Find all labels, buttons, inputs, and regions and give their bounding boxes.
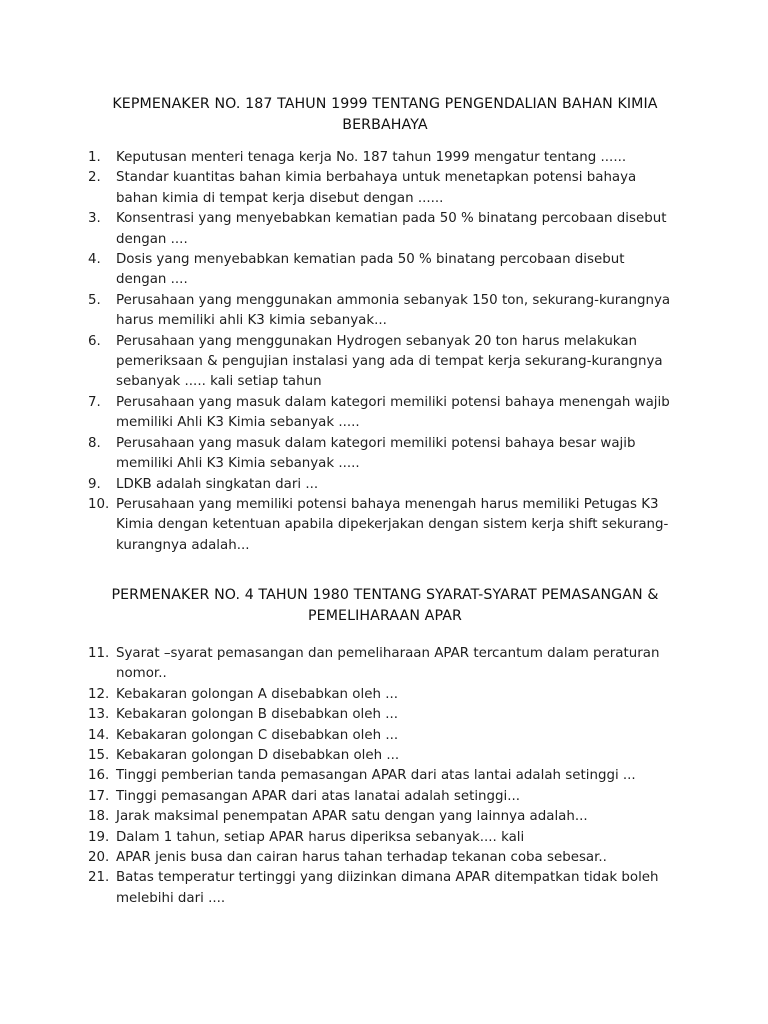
question-item xyxy=(0,495,768,556)
question-item xyxy=(0,291,768,332)
question-number: 4. xyxy=(88,252,101,268)
question-text: Perusahaan yang menggunakan Hydrogen sebanyak 20 ton harus melakukan pemeriksaan & pengujian instalasi yang ada di tempat kerja sekurang-kurangnya sebanyak ..... kali setiap tahun xyxy=(116,333,663,390)
question-number: 12. xyxy=(88,686,110,702)
question-number: 19. xyxy=(88,829,110,845)
question-text: Keputusan menteri tenaga kerja No. 187 tahun 1999 mengatur tentang ...... xyxy=(116,150,627,165)
section-title-permenaker: PERMENAKER NO. 4 TAHUN 1980 TENTANG SYARAT-SYARAT PEMASANGAN & PEMELIHARAAN APAR xyxy=(111,587,659,624)
question-text: Dosis yang menyebabkan kematian pada 50 % binatang percobaan disebut dengan .... xyxy=(116,252,625,288)
question-item xyxy=(0,475,768,495)
question-text: Syarat –syarat pemasangan dan pemeliharaan APAR tercantum dalam peraturan nomor.. xyxy=(116,646,660,682)
question-text: Perusahaan yang masuk dalam kategori memiliki potensi bahaya besar wajib memiliki Ahli K3 Kimia sebanyak ..... xyxy=(116,435,636,472)
question-item xyxy=(0,148,768,168)
question-item xyxy=(0,787,768,807)
question-number: 21. xyxy=(88,870,110,886)
question-number: 9. xyxy=(88,476,101,492)
question-list-section-1 xyxy=(0,148,768,556)
question-number: 17. xyxy=(88,788,110,804)
question-number: 8. xyxy=(88,435,101,451)
question-item xyxy=(0,250,768,291)
question-item xyxy=(0,434,768,475)
question-item xyxy=(0,746,768,766)
question-text: Perusahaan yang menggunakan ammonia sebanyak 150 ton, sekurang-kurangnya harus memiliki ahli K3 kimia sebanyak... xyxy=(116,292,671,329)
section-title-kepmenaker: KEPMENAKER NO. 187 TAHUN 1999 TENTANG PENGENDALIAN BAHAN KIMIA BERBAHAYA xyxy=(112,96,658,133)
question-number: 20. xyxy=(88,850,110,866)
question-text: Kebakaran golongan C disebabkan oleh ... xyxy=(116,727,399,743)
question-item xyxy=(0,393,768,434)
question-number: 18. xyxy=(88,809,110,825)
question-number: 1. xyxy=(88,150,101,165)
question-text: Tinggi pemasangan APAR dari atas lanatai adalah setinggi... xyxy=(116,788,521,804)
question-item xyxy=(0,209,768,250)
question-text: Konsentrasi yang menyebabkan kematian pada 50 % binatang percobaan disebut dengan .... xyxy=(116,211,667,247)
question-number: 6. xyxy=(88,333,101,349)
question-number: 5. xyxy=(88,292,101,308)
question-text: Perusahaan yang memiliki potensi bahaya menengah harus memiliki Petugas K3 Kimia dengan ketentuan apabila dipekerjakan dengan sistem kerja shift sekurang-kurangnya adalah... xyxy=(116,496,669,553)
question-text: Kebakaran golongan D disebabkan oleh ... xyxy=(116,748,400,764)
question-text: Dalam 1 tahun, setiap APAR harus diperiksa sebanyak.... kali xyxy=(116,829,525,845)
question-item xyxy=(0,332,768,393)
question-text: Kebakaran golongan B disebabkan oleh ... xyxy=(116,707,398,723)
question-item xyxy=(0,766,768,786)
question-item xyxy=(0,807,768,827)
question-number: 16. xyxy=(88,768,110,784)
question-number: 14. xyxy=(88,727,110,743)
question-number: 2. xyxy=(88,170,101,186)
question-number: 3. xyxy=(88,211,101,227)
question-number: 15. xyxy=(88,748,110,764)
question-list-section-2 xyxy=(0,644,768,909)
question-item xyxy=(0,705,768,725)
question-text: APAR jenis busa dan cairan harus tahan terhadap tekanan coba sebesar.. xyxy=(116,850,607,866)
question-number: 13. xyxy=(88,707,110,723)
question-text: Batas temperatur tertinggi yang diizinkan dimana APAR ditempatkan tidak boleh melebihi dari .... xyxy=(116,870,659,906)
question-text: Perusahaan yang masuk dalam kategori memiliki potensi bahaya menengah wajib memiliki Ahli K3 Kimia sebanyak ..... xyxy=(116,394,670,431)
question-item xyxy=(0,685,768,705)
question-text: Standar kuantitas bahan kimia berbahaya untuk menetapkan potensi bahaya bahan kimia di tempat kerja disebut dengan ...... xyxy=(116,170,637,206)
question-number: 11. xyxy=(88,646,110,661)
question-item xyxy=(0,168,768,209)
question-item xyxy=(0,644,768,685)
question-item xyxy=(0,828,768,848)
question-item xyxy=(0,868,768,909)
question-item xyxy=(0,848,768,868)
question-text: Kebakaran golongan A disebabkan oleh ... xyxy=(116,686,398,702)
question-text: LDKB adalah singkatan dari ... xyxy=(116,476,319,492)
question-item xyxy=(0,726,768,746)
question-number: 10. xyxy=(88,496,110,512)
question-text: Jarak maksimal penempatan APAR satu dengan yang lainnya adalah... xyxy=(116,809,588,825)
question-number: 7. xyxy=(88,394,101,410)
question-text: Tinggi pemberian tanda pemasangan APAR dari atas lantai adalah setinggi ... xyxy=(116,768,636,784)
